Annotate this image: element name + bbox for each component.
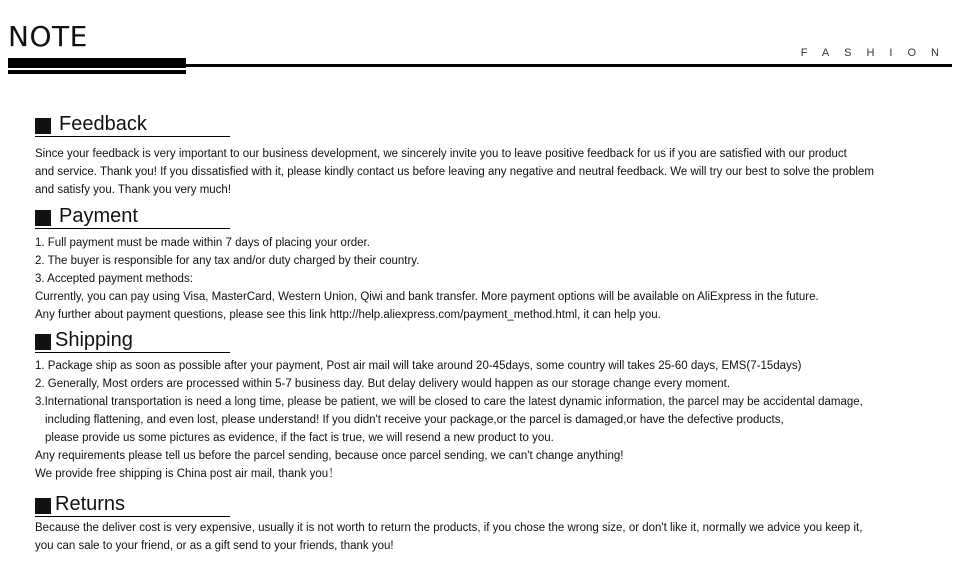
text-line: We provide free shipping is China post air mail, thank you！: [35, 468, 340, 480]
text-line: 2. The buyer is responsible for any tax and/or duty charged by their country.: [35, 255, 420, 267]
text-line: and service. Thank you! If you dissatisfied with it, please kindly contact us before leaving any negative and neutral feedback. We will try our best to solve the problem: [35, 166, 874, 178]
header-divider: [186, 64, 952, 67]
text-line: 3.International transportation is need a long time, please be patient, we will be closed to care the latest dynamic information, the parcel may be accidental damage,: [35, 396, 863, 408]
section-returns: [35, 490, 940, 555]
text-line: Since your feedback is very important to our business development, we sincerely invite you to leave positive feedback for us if you are satisfied with our product: [35, 148, 847, 160]
text-line: 3. Accepted payment methods:: [35, 273, 193, 285]
section-title: Payment: [59, 205, 138, 227]
section-heading: [35, 202, 230, 229]
section-body: [35, 234, 940, 324]
square-bullet-icon: [35, 334, 51, 350]
text-line: Because the deliver cost is very expensive, usually it is not worth to return the products, if you chose the wrong size, or don't like it, normally we advice you keep it,: [35, 522, 863, 534]
section-body: [35, 145, 940, 199]
section-body: [35, 519, 940, 555]
text-line: Any requirements please tell us before the parcel sending, because once parcel sending, we can't change anything!: [35, 450, 624, 462]
text-line: please provide us some pictures as evidence, if the fact is true, we will resend a new product to you.: [45, 432, 554, 444]
header-accent-bar: [8, 58, 186, 74]
section-payment: [35, 202, 940, 324]
section-heading: [35, 490, 230, 517]
text-line: and satisfy you. Thank you very much!: [35, 184, 232, 196]
text-line: 1. Package ship as soon as possible after your payment, Post air mail will take around 20-45days, some country will takes 25-60 days, EMS(7-15days): [35, 360, 802, 372]
square-bullet-icon: [35, 118, 51, 134]
section-heading: [35, 110, 230, 137]
text-line: Currently, you can pay using Visa, MasterCard, Western Union, Qiwi and bank transfer. More payment options will be available on AliExpress in the future.: [35, 291, 819, 303]
header-tagline: FASHION: [800, 47, 954, 59]
page-title: NOTE: [8, 20, 88, 53]
section-heading: [35, 326, 230, 353]
section-feedback: [35, 110, 940, 199]
text-line: 2. Generally, Most orders are processed within 5-7 business day. But delay delivery would happen as our storage change every moment.: [35, 378, 731, 390]
section-title: Returns: [55, 493, 126, 515]
text-line: Any further about payment questions, please see this link http://help.aliexpress.com/payment_method.html, it can help you.: [35, 309, 661, 321]
section-title: Feedback: [59, 113, 147, 135]
section-title: Shipping: [55, 329, 133, 351]
section-body: [35, 357, 940, 483]
square-bullet-icon: [35, 210, 51, 226]
text-line: including flattening, and even lost, please understand! If you didn't receive your package,or the parcel is damaged,or have the defective products,: [45, 414, 784, 426]
section-shipping: [35, 326, 940, 483]
text-line: you can sale to your friend, or as a gift send to your friends, thank you!: [35, 540, 394, 552]
text-line: 1. Full payment must be made within 7 days of placing your order.: [35, 237, 370, 249]
square-bullet-icon: [35, 498, 51, 514]
header-accent-gap: [8, 68, 186, 70]
